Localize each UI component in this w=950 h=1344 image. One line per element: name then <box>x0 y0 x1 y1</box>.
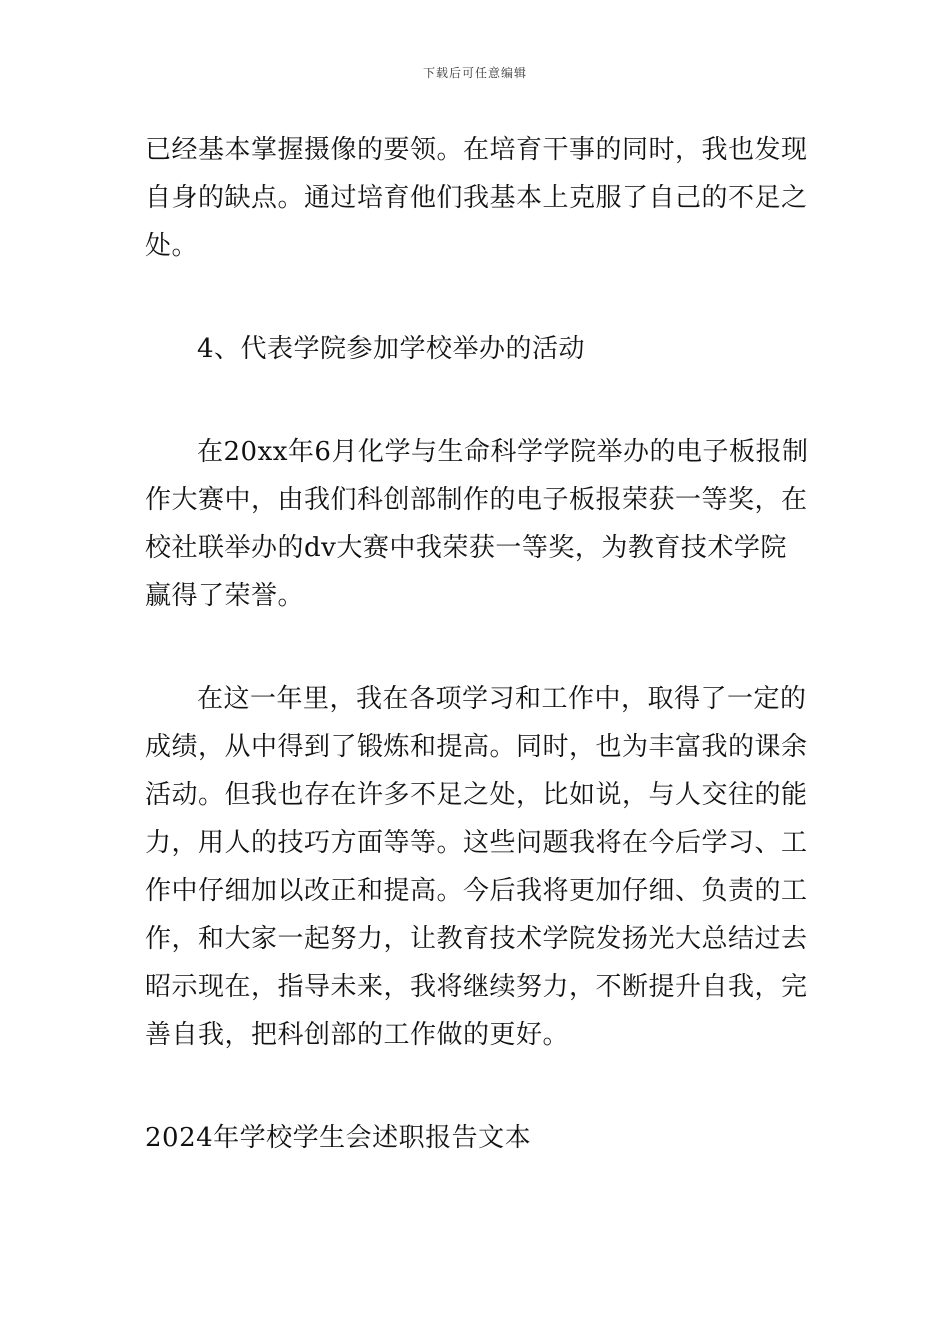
spacer <box>145 270 810 325</box>
spacer <box>145 373 810 428</box>
document-body <box>145 126 810 1162</box>
section-heading: 4、代表学院参加学校举办的活动 <box>197 334 586 364</box>
document-title: 2024年学校学生会述职报告文本 <box>145 1123 532 1153</box>
spacer <box>145 620 810 675</box>
paragraph-activities: 在20xx年6月化学与生命科学学院举办的电子板报制作大赛中，由我们科创部制作的电子板报荣获一等奖，在校社联举办的dv大赛中我荣获一等奖，为教育技术学院赢得了荣誉。 <box>145 437 809 611</box>
paragraph-summary: 在这一年里，我在各项学习和工作中，取得了一定的成绩，从中得到了锻炼和提高。同时，也为丰富我的课余活动。但我也存在许多不足之处，比如说，与人交往的能力，用人的技巧方面等等。这些问题我将在今后学习、工作中仔细加以改正和提高。今后我将更加仔细、负责的工作，和大家一起努力，让教育技术学院发扬光大总结过去昭示现在，指导未来，我将继续努力，不断提升自我，完善自我，把科创部的工作做的更好。 <box>145 684 808 1050</box>
page-header: 下载后可任意编辑 <box>422 66 527 80</box>
spacer <box>145 1059 810 1114</box>
paragraph-continued: 已经基本掌握摄像的要领。在培育干事的同时，我也发现自身的缺点。通过培育他们我基本上克服了自己的不足之处。 <box>145 135 808 261</box>
